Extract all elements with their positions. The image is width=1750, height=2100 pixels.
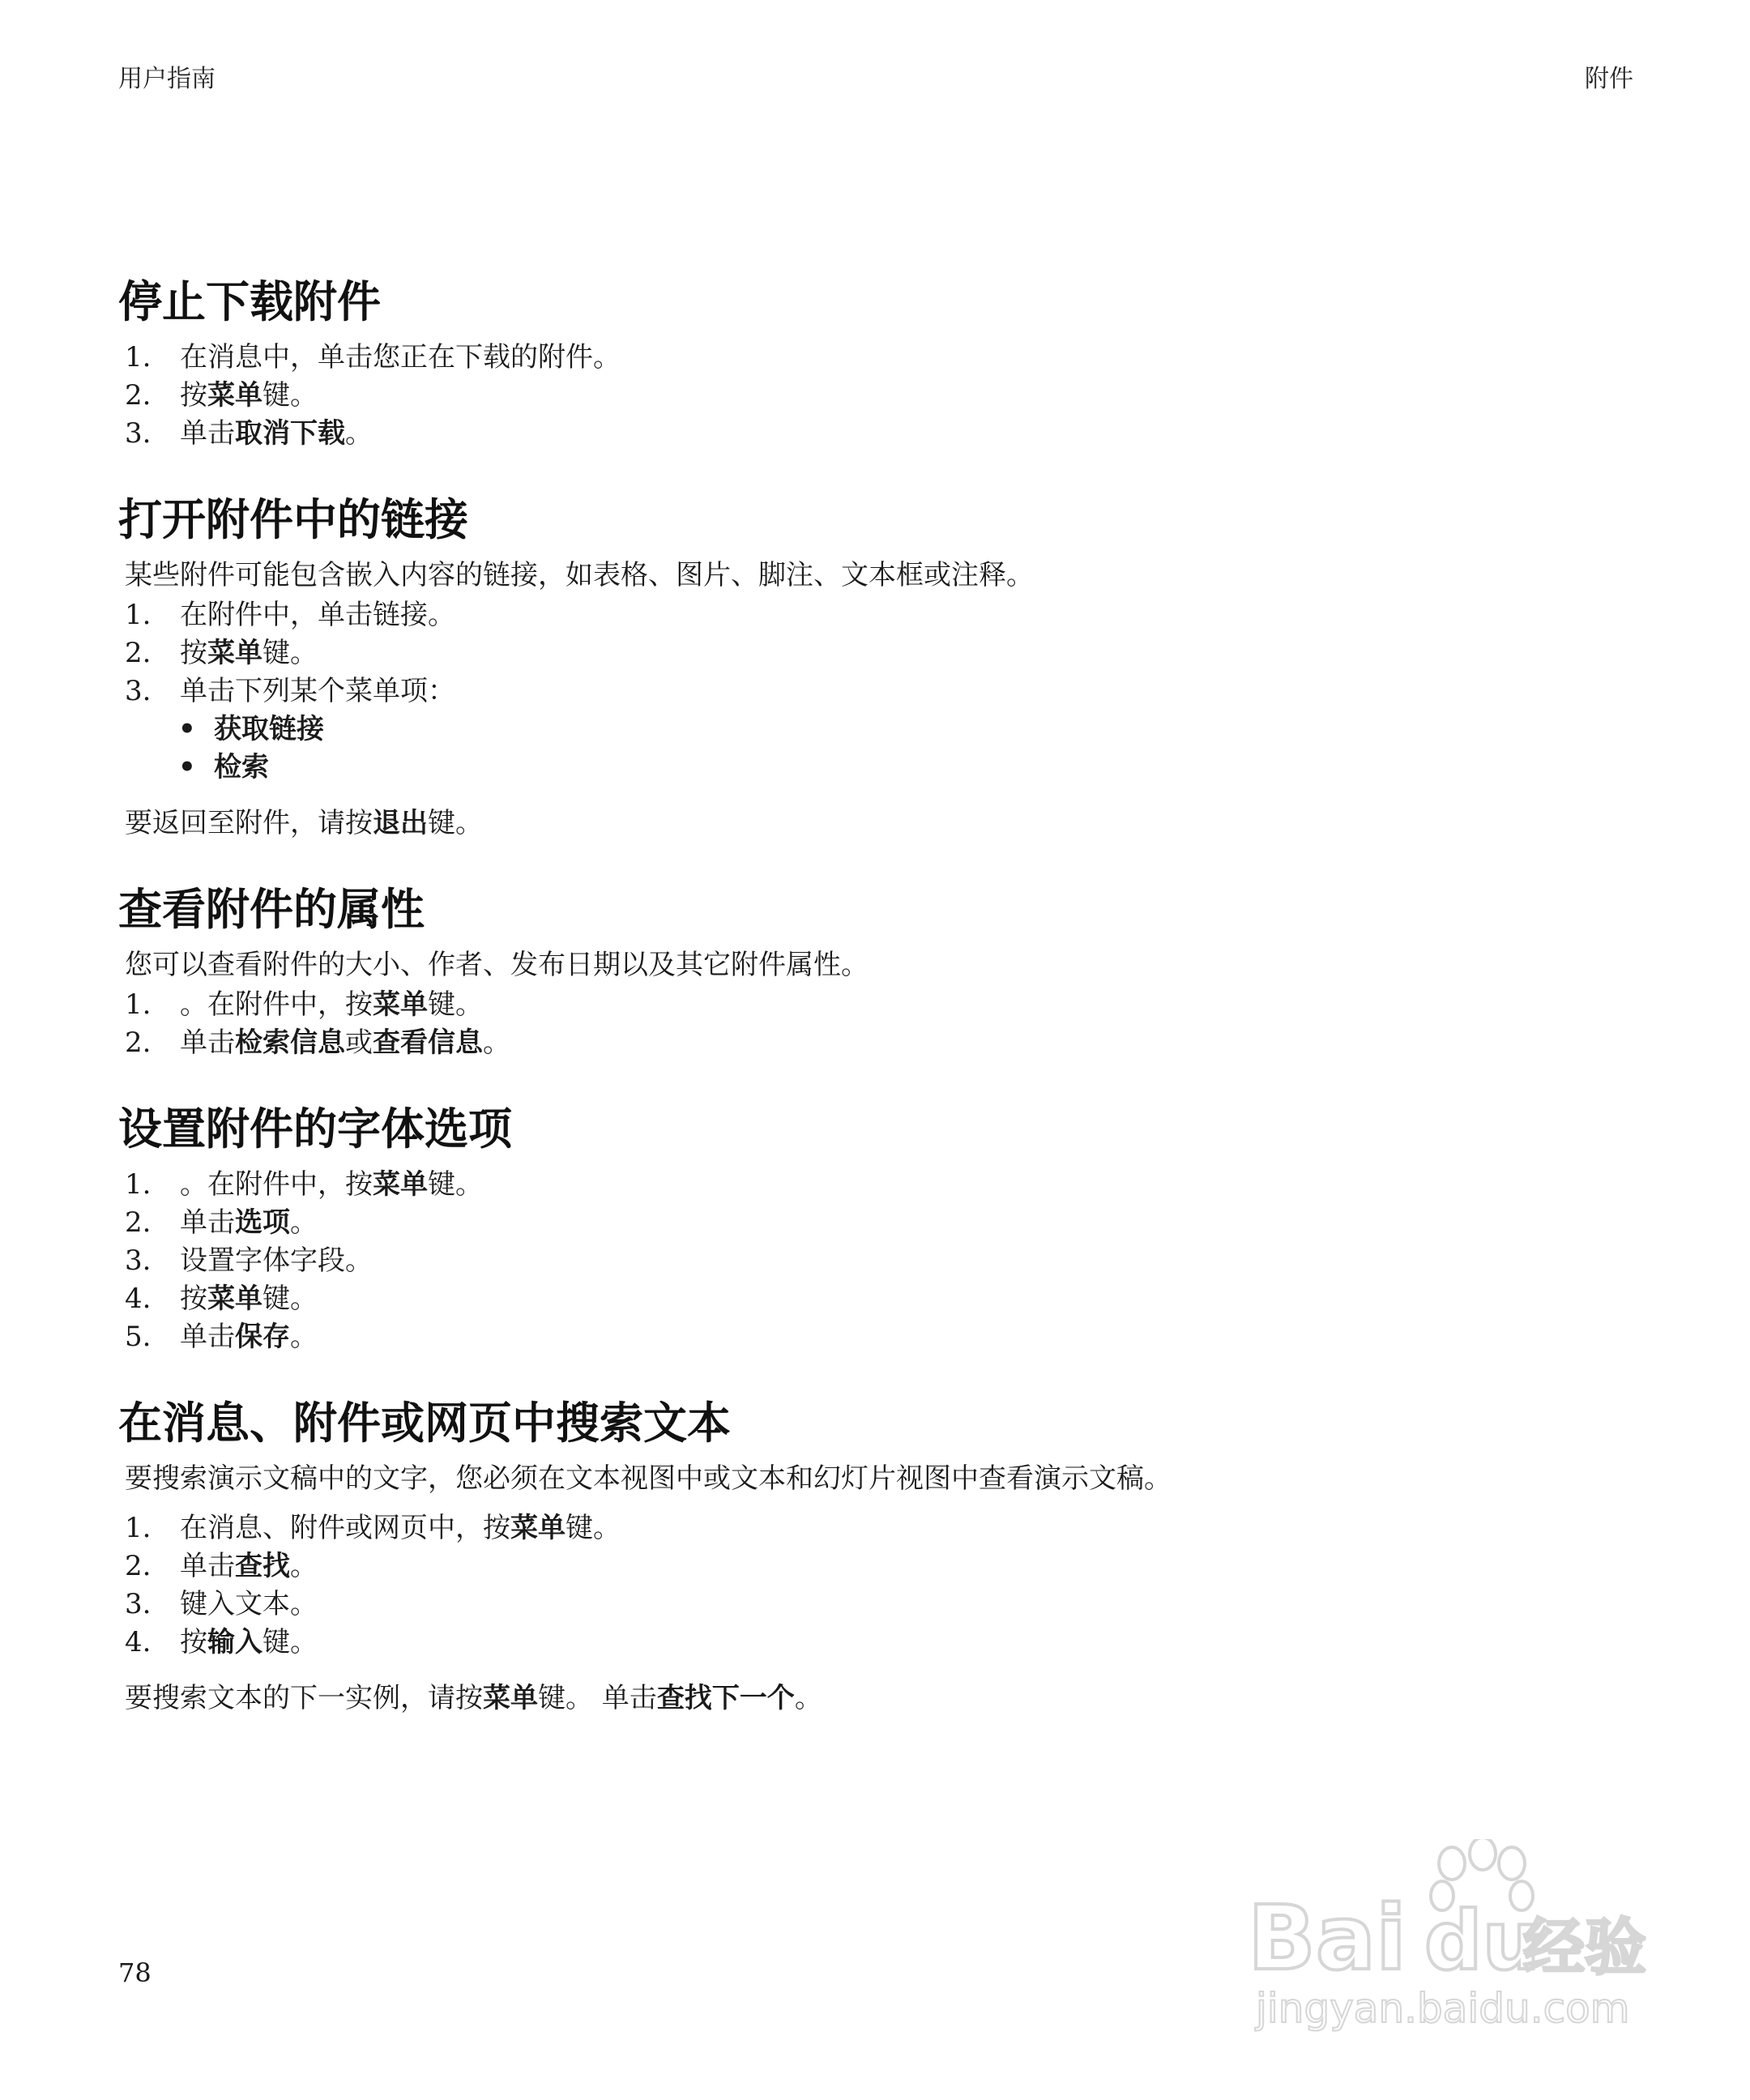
- text-run: 在消息中，单击您正在下载的附件。: [180, 341, 621, 373]
- section-heading: 设置附件的字体选项: [118, 1103, 512, 1155]
- section-heading: 停止下载附件: [118, 276, 381, 327]
- section-note: [125, 1680, 1633, 1718]
- section-note: [125, 805, 1633, 843]
- ui-label-bold: 退出: [373, 807, 428, 839]
- text-run: 键入文本。: [180, 1588, 318, 1620]
- text-run: 键。: [262, 1626, 318, 1658]
- step-number: 1.: [125, 341, 152, 373]
- section-heading: 查看附件的属性: [118, 884, 425, 935]
- ui-label-bold: 保存: [235, 1321, 290, 1353]
- steps-list: [118, 1166, 1633, 1356]
- step-item: [125, 986, 1633, 1024]
- step-number: 1.: [125, 1168, 152, 1201]
- menu-item-option: • 获取链接: [178, 711, 1633, 749]
- text-run: 键。 单击: [538, 1682, 657, 1714]
- step-number: 3.: [125, 1244, 152, 1277]
- text-run: 键。: [428, 1168, 483, 1201]
- text-run: 。在附件中，按: [180, 988, 373, 1021]
- text-run: 。: [794, 1682, 822, 1714]
- ui-label-bold: 查找: [235, 1550, 290, 1582]
- text-run: 单击下列某个菜单项：: [180, 675, 455, 707]
- steps-list: [118, 596, 1633, 711]
- ui-label-bold: 选项: [235, 1206, 290, 1239]
- text-run: 单击: [180, 1206, 235, 1239]
- ui-label-bold: 查看信息: [373, 1027, 483, 1059]
- step-number: 3.: [125, 675, 152, 707]
- step-number: 1.: [125, 988, 152, 1021]
- step-item: [125, 634, 1633, 672]
- text-run: 按: [180, 1283, 207, 1315]
- step-item: [125, 1166, 1633, 1204]
- step-item: [125, 1204, 1633, 1242]
- step-number: 1.: [125, 599, 152, 631]
- text-run: 要返回至附件，请按: [125, 807, 373, 839]
- watermark-brand-du: du: [1424, 1893, 1540, 1988]
- step-item: [125, 1624, 1633, 1662]
- ui-label-bold: 菜单: [373, 988, 428, 1021]
- text-run: 单击: [180, 1027, 235, 1059]
- text-run: 键。: [428, 988, 483, 1021]
- text-run: 。: [345, 417, 373, 450]
- watermark-suffix: 经验: [1523, 1911, 1646, 1983]
- watermark-brand: Bai: [1248, 1886, 1406, 1990]
- ui-label-bold: 菜单: [207, 379, 262, 412]
- text-run: 在附件中，单击链接。: [180, 599, 455, 631]
- ui-label-bold: 查找下一个: [656, 1682, 795, 1714]
- text-run: 在消息、附件或网页中，按: [180, 1512, 510, 1544]
- ui-label-bold: 输入: [207, 1626, 262, 1658]
- section: [118, 492, 1633, 843]
- text-run: 按: [180, 637, 207, 669]
- baidu-watermark-logo: [1248, 1839, 1669, 2034]
- section-heading: 在消息、附件或网页中搜索文本: [118, 1398, 731, 1449]
- step-item: [125, 1242, 1633, 1280]
- step-number: 4.: [125, 1626, 152, 1658]
- running-header-left: 用户指南: [118, 65, 216, 93]
- step-number: 3.: [125, 417, 152, 450]
- text-run: 键。: [428, 807, 483, 839]
- step-item: [125, 415, 1633, 453]
- section-intro: 某些附件可能包含嵌入内容的链接，如表格、图片、脚注、文本框或注释。: [125, 559, 1034, 591]
- step-item: [125, 377, 1633, 415]
- step-item: [125, 1509, 1633, 1547]
- running-header-right: 附件: [1585, 65, 1633, 93]
- text-run: 或: [345, 1027, 373, 1059]
- watermark-url: jingyan.baidu.com: [1256, 1985, 1630, 2032]
- text-run: 单击: [180, 1321, 235, 1353]
- step-number: 2.: [125, 379, 152, 412]
- page-number: 78: [118, 1957, 152, 1988]
- text-run: 键。: [262, 379, 318, 412]
- text-run: 键。: [262, 637, 318, 669]
- section: [118, 274, 1633, 453]
- ui-label-bold: 菜单: [483, 1682, 538, 1714]
- section: [118, 1101, 1633, 1356]
- ui-label-bold: 取消下载: [235, 417, 345, 450]
- step-number: 4.: [125, 1283, 152, 1315]
- section: [118, 1395, 1633, 1718]
- text-run: 。: [483, 1027, 510, 1059]
- ui-label-bold: 检索信息: [235, 1027, 345, 1059]
- section-heading: 打开附件中的链接: [118, 494, 468, 545]
- step-number: 2.: [125, 637, 152, 669]
- steps-list: [118, 1509, 1633, 1662]
- text-run: 要搜索文本的下一实例，请按: [125, 1682, 483, 1714]
- step-number: 5.: [125, 1321, 152, 1353]
- ui-label-bold: 菜单: [373, 1168, 428, 1201]
- section-intro: 您可以查看附件的大小、作者、发布日期以及其它附件属性。: [125, 949, 869, 981]
- document-body: [118, 274, 1633, 1756]
- step-number: 3.: [125, 1588, 152, 1620]
- step-item: [125, 1586, 1633, 1624]
- text-run: 。: [290, 1550, 318, 1582]
- section: [118, 881, 1633, 1062]
- step-item: [125, 1024, 1633, 1062]
- menu-item-list: [118, 711, 1633, 787]
- steps-list: [118, 986, 1633, 1062]
- step-item: [125, 339, 1633, 377]
- steps-list: [118, 339, 1633, 453]
- text-run: 。: [290, 1206, 318, 1239]
- text-run: 单击: [180, 1550, 235, 1582]
- text-run: 键。: [566, 1512, 621, 1544]
- text-run: 。在附件中，按: [180, 1168, 373, 1201]
- step-item: [125, 1280, 1633, 1318]
- text-run: 按: [180, 379, 207, 412]
- ui-label-bold: 菜单: [207, 1283, 262, 1315]
- step-number: 2.: [125, 1027, 152, 1059]
- step-item: [125, 672, 1633, 711]
- text-run: 单击: [180, 417, 235, 450]
- step-item: [125, 1547, 1633, 1586]
- text-run: 设置字体字段。: [180, 1244, 373, 1277]
- text-run: 键。: [262, 1283, 318, 1315]
- ui-label-bold: 菜单: [207, 637, 262, 669]
- menu-item-option: • 检索: [178, 749, 1633, 787]
- step-item: [125, 1318, 1633, 1356]
- section-intro: 要搜索演示文稿中的文字，您必须在文本视图中或文本和幻灯片视图中查看演示文稿。: [125, 1462, 1172, 1495]
- step-number: 1.: [125, 1512, 152, 1544]
- text-run: 按: [180, 1626, 207, 1658]
- step-item: [125, 596, 1633, 634]
- text-run: 。: [290, 1321, 318, 1353]
- ui-label-bold: 菜单: [510, 1512, 566, 1544]
- step-number: 2.: [125, 1206, 152, 1239]
- step-number: 2.: [125, 1550, 152, 1582]
